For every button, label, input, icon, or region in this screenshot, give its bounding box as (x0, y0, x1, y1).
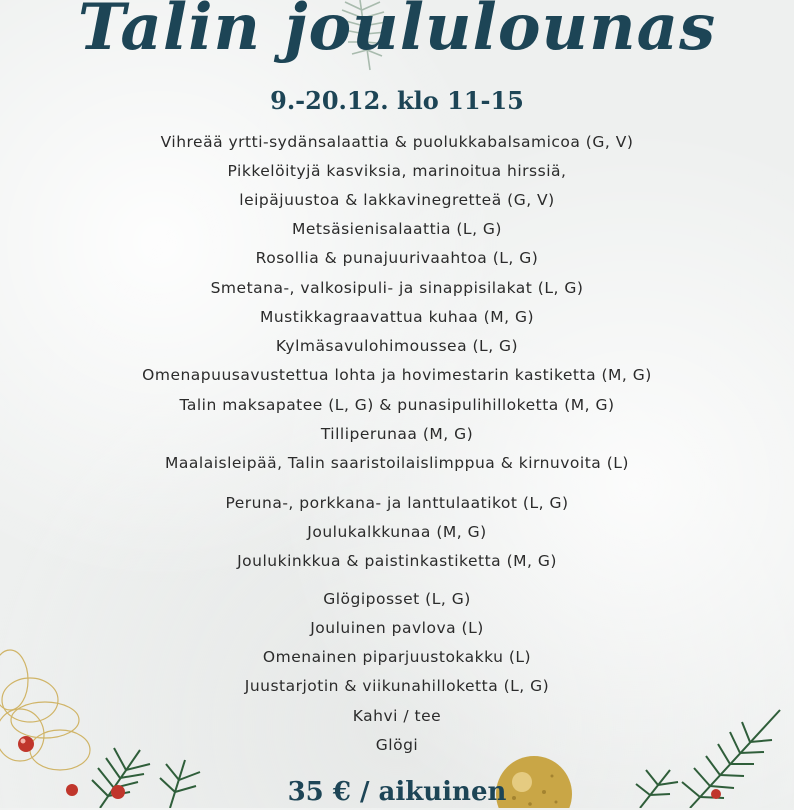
menu-item: Juustarjotin & viikunahilloketta (L, G) (244, 677, 550, 695)
menu-item: Glögi (375, 736, 419, 754)
date-time-subtitle: 9.-20.12. klo 11-15 (270, 86, 524, 115)
menu-item: Metsäsienisalaattia (L, G) (292, 220, 502, 238)
page-title: Talin joululounas (77, 0, 717, 65)
menu-item: Peruna-, porkkana- ja lanttulaatikot (L, G) (225, 494, 569, 512)
menu-item: Jouluinen pavlova (L) (310, 619, 484, 637)
menu-item: Tilliperunaa (M, G) (320, 425, 474, 443)
menu-item: Smetana-, valkosipuli- ja sinappisilakat (L, G) (210, 279, 584, 297)
menu-item: Mustikkagraavattua kuhaa (M, G) (259, 308, 535, 326)
menu-item: leipäjuustoa & lakkavinegretteä (G, V) (239, 191, 555, 209)
menu-item: Kahvi / tee (352, 707, 442, 725)
menu-item: Glögiposset (L, G) (323, 590, 471, 608)
menu-item: Joulukalkkunaa (M, G) (307, 523, 487, 541)
price-label: 35 € / aikuinen (287, 777, 507, 807)
menu-item: Joulukinkkua & paistinkastiketta (M, G) (237, 552, 557, 570)
menu-item: Rosollia & punajuurivaahtoa (L, G) (255, 249, 539, 267)
menu-item: Omenapuusavustettua lohta ja hovimestarin kastiketta (M, G) (142, 366, 652, 384)
menu-item: Pikkelöityjä kasviksia, marinoitua hirssiä, (227, 162, 567, 180)
menu-item: Omenainen piparjuustokakku (L) (262, 648, 532, 666)
menu-item: Maalaisleipää, Talin saaristoilaislimppua & kirnuvoita (L) (165, 454, 629, 472)
menu-item: Vihreää yrtti-sydänsalaattia & puolukkabalsamicoa (G, V) (160, 133, 634, 151)
menu-item: Talin maksapatee (L, G) & punasipulihilloketta (M, G) (179, 396, 615, 414)
menu-item: Kylmäsavulohimoussea (L, G) (275, 337, 519, 355)
